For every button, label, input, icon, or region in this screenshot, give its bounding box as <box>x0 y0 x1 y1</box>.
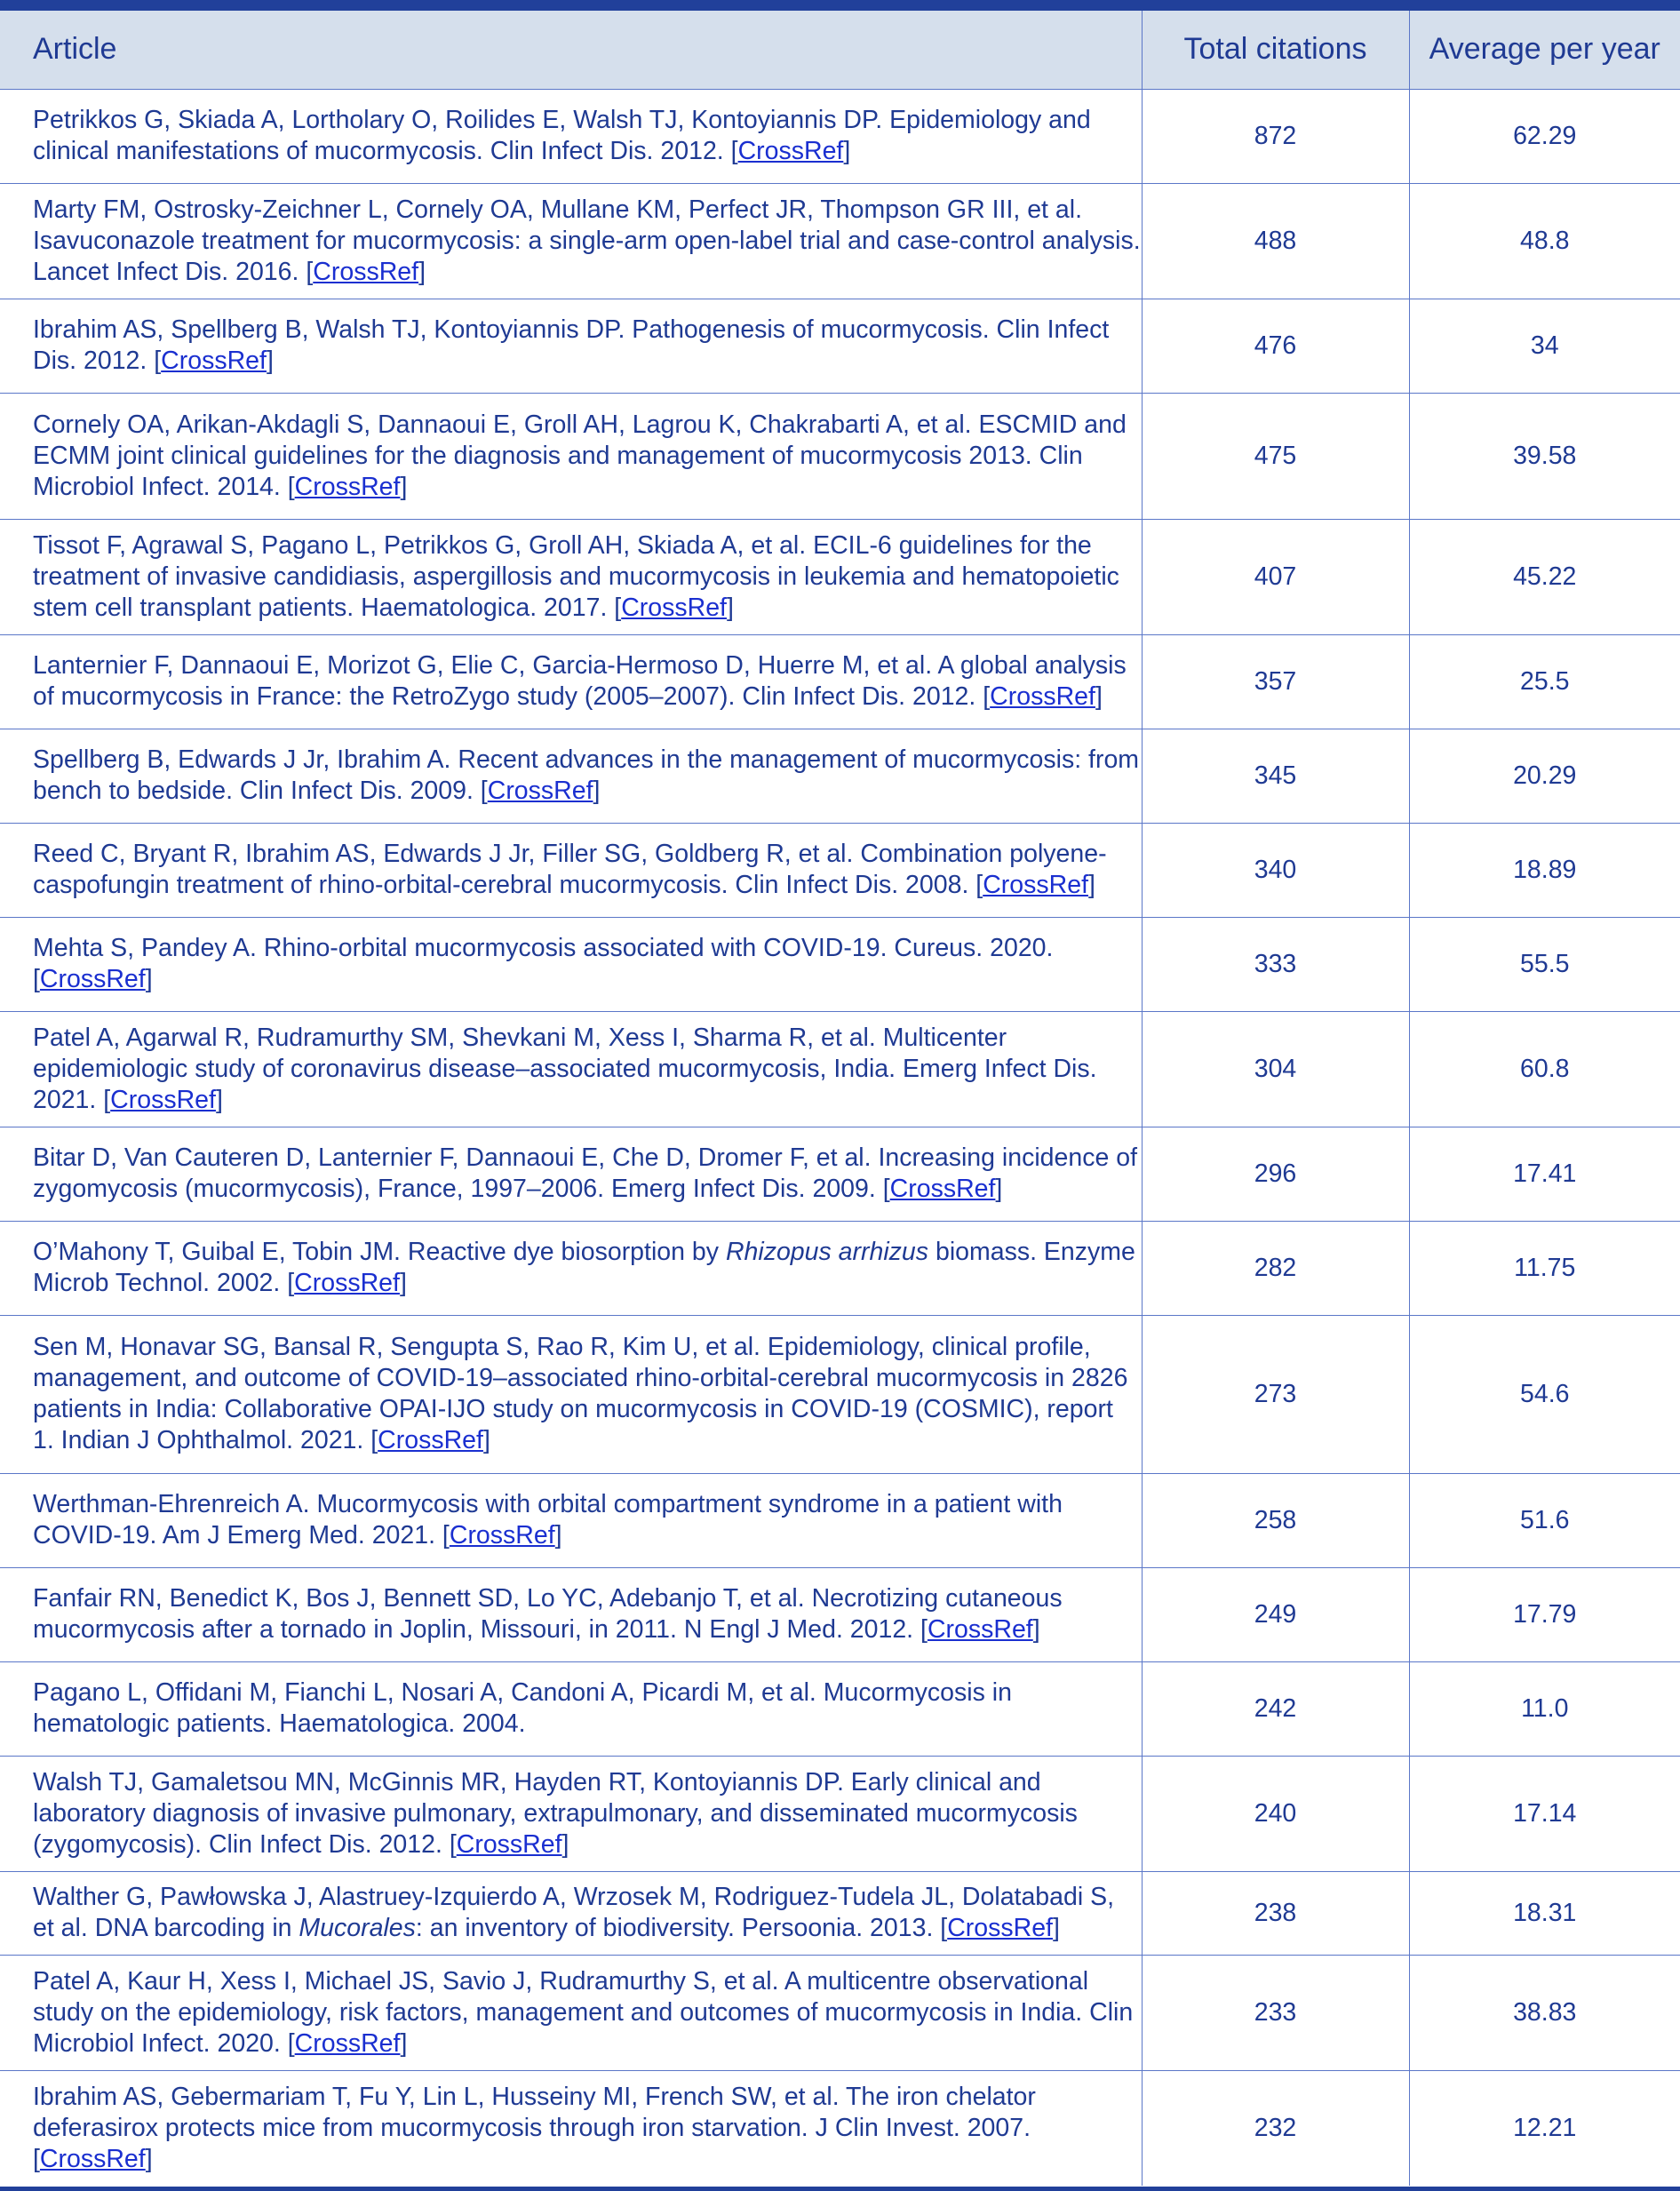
article-cell: Sen M, Honavar SG, Bansal R, Sengupta S, Rao R, Kim U, et al. Epidemiology, clinical profile, management, and outcome of COVID-19–associated rhino-orbital-cerebral mucormycosis in 2826 patients in India: Collaborative OPAI-IJO study on mucormycosis in COVID-19 (COSMIC), report 1. Indian J Ophthalmol. 2021. [CrossRef] <box>0 1315 1142 1473</box>
article-cell: Fanfair RN, Benedict K, Bos J, Bennett SD, Lo YC, Adebanjo T, et al. Necrotizing cutaneous mucormycosis after a tornado in Joplin, Missouri, in 2011. N Engl J Med. 2012. [CrossRef] <box>0 1567 1142 1661</box>
article-cell: Tissot F, Agrawal S, Pagano L, Petrikkos G, Groll AH, Skiada A, et al. ECIL-6 guidelines for the treatment of invasive candidiasis, aspergillosis and mucormycosis in leukemia and hematopoietic stem cell transplant patients. Haematologica. 2017. [CrossRef] <box>0 519 1142 634</box>
header-average-per-year: Average per year <box>1409 11 1680 89</box>
article-italic-term: Rhizopus arrhizus <box>725 1238 929 1266</box>
crossref-link[interactable]: CrossRef <box>983 871 1088 899</box>
article-cell: Patel A, Kaur H, Xess I, Michael JS, Savio J, Rudramurthy S, et al. A multicentre observational study on the epidemiology, risk factors, management and outcomes of mucormycosis in India. Clin Microbiol Infect. 2020. [CrossRef] <box>0 1955 1142 2070</box>
article-text: Sen M, Honavar SG, Bansal R, Sengupta S, Rao R, Kim U, et al. Epidemiology, clinical profile, management, and outcome of COVID-19–associated rhino-orbital-cerebral mucormycosis in 2826 patients in India: Collaborative OPAI-IJO study on mucormycosis in COVID-19 (COSMIC), report 1. Indian J Ophthalmol. 2021. <box>33 1333 1128 1454</box>
article-cell: Reed C, Bryant R, Ibrahim AS, Edwards J Jr, Filler SG, Goldberg R, et al. Combination polyene-caspofungin treatment of rhino-orbital-cerebral mucormycosis. Clin Infect Dis. 2008. [CrossRef] <box>0 823 1142 917</box>
table-row <box>0 1756 1680 1871</box>
total-citations-cell: 407 <box>1142 519 1409 634</box>
average-per-year-cell: 11.0 <box>1409 1661 1680 1756</box>
header-article: Article <box>0 11 1142 89</box>
total-citations-cell: 232 <box>1142 2070 1409 2186</box>
average-per-year-cell: 11.75 <box>1409 1221 1680 1315</box>
total-citations-cell: 333 <box>1142 917 1409 1011</box>
crossref-link[interactable]: CrossRef <box>294 472 401 501</box>
article-cell: Walsh TJ, Gamaletsou MN, McGinnis MR, Hayden RT, Kontoyiannis DP. Early clinical and laboratory diagnosis of invasive pulmonary, extrapulmonary, and disseminated mucormycosis (zygomycosis). Clin Infect Dis. 2012. [CrossRef] <box>0 1756 1142 1871</box>
average-per-year-cell: 18.31 <box>1409 1871 1680 1955</box>
table-row <box>0 917 1680 1011</box>
average-per-year-cell: 34 <box>1409 299 1680 393</box>
average-per-year-cell: 62.29 <box>1409 89 1680 183</box>
average-per-year-cell: 18.89 <box>1409 823 1680 917</box>
article-text: Ibrahim AS, Spellberg B, Walsh TJ, Kontoyiannis DP. Pathogenesis of mucormycosis. Clin Infect Dis. 2012. <box>33 315 1110 375</box>
article-text: Reed C, Bryant R, Ibrahim AS, Edwards J Jr, Filler SG, Goldberg R, et al. Combination polyene-caspofungin treatment of rhino-orbital-cerebral mucormycosis. Clin Infect Dis. 2008. <box>33 840 1107 899</box>
average-per-year-cell: 54.6 <box>1409 1315 1680 1473</box>
average-per-year-cell: 39.58 <box>1409 393 1680 519</box>
table-row <box>0 1315 1680 1473</box>
crossref-link[interactable]: CrossRef <box>110 1085 216 1114</box>
crossref-link[interactable]: CrossRef <box>39 2144 146 2173</box>
crossref-link[interactable]: CrossRef <box>456 1829 562 1859</box>
total-citations-cell: 249 <box>1142 1567 1409 1661</box>
average-per-year-cell: 51.6 <box>1409 1473 1680 1567</box>
average-per-year-cell: 55.5 <box>1409 917 1680 1011</box>
article-text: Petrikkos G, Skiada A, Lortholary O, Roilides E, Walsh TJ, Kontoyiannis DP. Epidemiology and clinical manifestations of mucormycosis. Clin Infect Dis. 2012. <box>33 106 1091 165</box>
article-text: Marty FM, Ostrosky-Zeichner L, Cornely OA, Mullane KM, Perfect JR, Thompson GR III, et al. Isavuconazole treatment for mucormycosis: a single-arm open-label trial and case-control analysis. Lancet Infect Dis. 2016. <box>33 195 1141 286</box>
average-per-year-cell: 38.83 <box>1409 1955 1680 2070</box>
article-text: Walsh TJ, Gamaletsou MN, McGinnis MR, Hayden RT, Kontoyiannis DP. Early clinical and laboratory diagnosis of invasive pulmonary, extrapulmonary, and disseminated mucormycosis (zygomycosis). Clin Infect Dis. 2012. <box>33 1767 1078 1859</box>
total-citations-cell: 340 <box>1142 823 1409 917</box>
average-per-year-cell: 60.8 <box>1409 1011 1680 1127</box>
total-citations-cell: 488 <box>1142 183 1409 299</box>
article-text: Fanfair RN, Benedict K, Bos J, Bennett SD, Lo YC, Adebanjo T, et al. Necrotizing cutaneous mucormycosis after a tornado in Joplin, Missouri, in 2011. N Engl J Med. 2012. <box>33 1584 1063 1644</box>
article-cell: Patel A, Agarwal R, Rudramurthy SM, Shevkani M, Xess I, Sharma R, et al. Multicenter epidemiologic study of coronavirus disease–associated mucormycosis, India. Emerg Infect Dis. 2021. [CrossRef] <box>0 1011 1142 1127</box>
table-row <box>0 1221 1680 1315</box>
crossref-link[interactable]: CrossRef <box>889 1175 996 1203</box>
total-citations-cell: 238 <box>1142 1871 1409 1955</box>
citation-table <box>0 11 1680 2186</box>
header-total-citations: Total citations <box>1142 11 1409 89</box>
table-header <box>0 11 1680 89</box>
article-text: Ibrahim AS, Gebermariam T, Fu Y, Lin L, Husseiny MI, French SW, et al. The iron chelator deferasirox protects mice from mucormycosis through iron starvation. J Clin Invest. 2007. <box>33 2082 1036 2142</box>
crossref-link[interactable]: CrossRef <box>313 257 419 286</box>
average-per-year-cell: 45.22 <box>1409 519 1680 634</box>
crossref-link[interactable]: CrossRef <box>927 1615 1033 1644</box>
article-cell: Bitar D, Van Cauteren D, Lanternier F, Dannaoui E, Che D, Dromer F, et al. Increasing incidence of zygomycosis (mucormycosis), France, 1997–2006. Emerg Infect Dis. 2009. [CrossRef] <box>0 1127 1142 1221</box>
crossref-link[interactable]: CrossRef <box>294 2028 401 2058</box>
table-row <box>0 183 1680 299</box>
table-row <box>0 393 1680 519</box>
table-row <box>0 823 1680 917</box>
article-cell: Spellberg B, Edwards J Jr, Ibrahim A. Recent advances in the management of mucormycosis: from bench to bedside. Clin Infect Dis. 2009. [CrossRef] <box>0 729 1142 823</box>
total-citations-cell: 296 <box>1142 1127 1409 1221</box>
crossref-link[interactable]: CrossRef <box>39 965 146 993</box>
article-cell: Ibrahim AS, Gebermariam T, Fu Y, Lin L, Husseiny MI, French SW, et al. The iron chelator deferasirox protects mice from mucormycosis through iron starvation. J Clin Invest. 2007. [CrossRef] <box>0 2070 1142 2186</box>
crossref-link[interactable]: CrossRef <box>737 137 844 165</box>
crossref-link[interactable]: CrossRef <box>487 777 593 805</box>
average-per-year-cell: 17.79 <box>1409 1567 1680 1661</box>
table-row <box>0 2070 1680 2186</box>
article-text: Mehta S, Pandey A. Rhino-orbital mucormycosis associated with COVID-19. Cureus. 2020. <box>33 934 1054 962</box>
average-per-year-cell: 17.14 <box>1409 1756 1680 1871</box>
crossref-link[interactable]: CrossRef <box>947 1914 1053 1942</box>
average-per-year-cell: 17.41 <box>1409 1127 1680 1221</box>
article-text: Bitar D, Van Cauteren D, Lanternier F, Dannaoui E, Che D, Dromer F, et al. Increasing incidence of zygomycosis (mucormycosis), France, 1997–2006. Emerg Infect Dis. 2009. <box>33 1143 1137 1203</box>
table-row <box>0 89 1680 183</box>
header-row <box>0 11 1680 89</box>
article-cell: Ibrahim AS, Spellberg B, Walsh TJ, Kontoyiannis DP. Pathogenesis of mucormycosis. Clin Infect Dis. 2012. [CrossRef] <box>0 299 1142 393</box>
crossref-link[interactable]: CrossRef <box>990 682 1095 711</box>
table-row <box>0 1127 1680 1221</box>
table-row <box>0 519 1680 634</box>
article-text: Cornely OA, Arikan-Akdagli S, Dannaoui E, Groll AH, Lagrou K, Chakrabarti A, et al. ESCMID and ECMM joint clinical guidelines for the diagnosis and management of mucormycosis 2013. Clin Microbiol Infect. 2014. <box>33 410 1127 501</box>
total-citations-cell: 872 <box>1142 89 1409 183</box>
article-cell: O’Mahony T, Guibal E, Tobin JM. Reactive dye biosorption by Rhizopus arrhizus biomass. Enzyme Microb Technol. 2002. [CrossRef] <box>0 1221 1142 1315</box>
total-citations-cell: 345 <box>1142 729 1409 823</box>
crossref-link[interactable]: CrossRef <box>378 1426 483 1454</box>
total-citations-cell: 240 <box>1142 1756 1409 1871</box>
article-text: Patel A, Agarwal R, Rudramurthy SM, Shevkani M, Xess I, Sharma R, et al. Multicenter epidemiologic study of coronavirus disease–associated mucormycosis, India. Emerg Infect Dis. 2021. <box>33 1023 1097 1114</box>
crossref-link[interactable]: CrossRef <box>294 1269 400 1297</box>
article-text: biomass. Enzyme Microb Technol. 2002. <box>33 1238 1135 1297</box>
article-text: Werthman-Ehrenreich A. Mucormycosis with orbital compartment syndrome in a patient with COVID-19. Am J Emerg Med. 2021. <box>33 1490 1063 1550</box>
article-italic-term: Mucorales <box>299 1914 416 1942</box>
crossref-link[interactable]: CrossRef <box>161 347 267 375</box>
average-per-year-cell: 12.21 <box>1409 2070 1680 2186</box>
table-row <box>0 1473 1680 1567</box>
crossref-link[interactable]: CrossRef <box>621 593 727 622</box>
table-row <box>0 1567 1680 1661</box>
article-cell: Petrikkos G, Skiada A, Lortholary O, Roilides E, Walsh TJ, Kontoyiannis DP. Epidemiology and clinical manifestations of mucormycosis. Clin Infect Dis. 2012. [CrossRef] <box>0 89 1142 183</box>
table-row <box>0 299 1680 393</box>
total-citations-cell: 233 <box>1142 1955 1409 2070</box>
table-row <box>0 1955 1680 2070</box>
table-row <box>0 1011 1680 1127</box>
table-row <box>0 1871 1680 1955</box>
total-citations-cell: 475 <box>1142 393 1409 519</box>
average-per-year-cell: 25.5 <box>1409 634 1680 729</box>
article-text: Lanternier F, Dannaoui E, Morizot G, Elie C, Garcia-Hermoso D, Huerre M, et al. A global analysis of mucormycosis in France: the RetroZygo study (2005–2007). Clin Infect Dis. 2012. <box>33 651 1127 711</box>
article-text: : an inventory of biodiversity. Persoonia. 2013. <box>415 1914 934 1942</box>
total-citations-cell: 258 <box>1142 1473 1409 1567</box>
crossref-link[interactable]: CrossRef <box>449 1521 555 1550</box>
article-cell: Lanternier F, Dannaoui E, Morizot G, Elie C, Garcia-Hermoso D, Huerre M, et al. A global analysis of mucormycosis in France: the RetroZygo study (2005–2007). Clin Infect Dis. 2012. [CrossRef] <box>0 634 1142 729</box>
article-text: Tissot F, Agrawal S, Pagano L, Petrikkos G, Groll AH, Skiada A, et al. ECIL-6 guidelines for the treatment of invasive candidiasis, aspergillosis and mucormycosis in leukemia and hematopoietic stem cell transplant patients. Haematologica. 2017. <box>33 530 1119 622</box>
article-text: Walther G, Pawłowska J, Alastruey-Izquierdo A, Wrzosek M, Rodriguez-Tudela JL, Dolatabadi S, et al. DNA barcoding in <box>33 1883 1115 1942</box>
table-row <box>0 634 1680 729</box>
total-citations-cell: 242 <box>1142 1661 1409 1756</box>
average-per-year-cell: 20.29 <box>1409 729 1680 823</box>
average-per-year-cell: 48.8 <box>1409 183 1680 299</box>
total-citations-cell: 304 <box>1142 1011 1409 1127</box>
table-body <box>0 89 1680 2186</box>
article-text: Pagano L, Offidani M, Fianchi L, Nosari A, Candoni A, Picardi M, et al. Mucormycosis in hematologic patients. Haematologica. 2004. <box>33 1678 1012 1738</box>
total-citations-cell: 282 <box>1142 1221 1409 1315</box>
article-cell: Cornely OA, Arikan-Akdagli S, Dannaoui E, Groll AH, Lagrou K, Chakrabarti A, et al. ESCMID and ECMM joint clinical guidelines for the diagnosis and management of mucormycosis 2013. Clin Microbiol Infect. 2014. [CrossRef] <box>0 393 1142 519</box>
total-citations-cell: 273 <box>1142 1315 1409 1473</box>
article-cell: Werthman-Ehrenreich A. Mucormycosis with orbital compartment syndrome in a patient with COVID-19. Am J Emerg Med. 2021. [CrossRef] <box>0 1473 1142 1567</box>
article-cell: Marty FM, Ostrosky-Zeichner L, Cornely OA, Mullane KM, Perfect JR, Thompson GR III, et al. Isavuconazole treatment for mucormycosis: a single-arm open-label trial and case-control analysis. Lancet Infect Dis. 2016. [CrossRef] <box>0 183 1142 299</box>
article-cell: Walther G, Pawłowska J, Alastruey-Izquierdo A, Wrzosek M, Rodriguez-Tudela JL, Dolatabadi S, et al. DNA barcoding in Mucorales: an inventory of biodiversity. Persoonia. 2013. [CrossRef] <box>0 1871 1142 1955</box>
table-row <box>0 729 1680 823</box>
total-citations-cell: 476 <box>1142 299 1409 393</box>
table-row <box>0 1661 1680 1756</box>
article-text: Spellberg B, Edwards J Jr, Ibrahim A. Recent advances in the management of mucormycosis: from bench to bedside. Clin Infect Dis. 2009. <box>33 745 1140 805</box>
article-text: O’Mahony T, Guibal E, Tobin JM. Reactive dye biosorption by <box>33 1238 726 1266</box>
article-text: Patel A, Kaur H, Xess I, Michael JS, Savio J, Rudramurthy S, et al. A multicentre observational study on the epidemiology, risk factors, management and outcomes of mucormycosis in India. Clin Microbiol Infect. 2020. <box>33 1966 1134 2058</box>
article-cell <box>0 1661 1142 1756</box>
total-citations-cell: 357 <box>1142 634 1409 729</box>
article-cell: Mehta S, Pandey A. Rhino-orbital mucormycosis associated with COVID-19. Cureus. 2020. [CrossRef] <box>0 917 1142 1011</box>
